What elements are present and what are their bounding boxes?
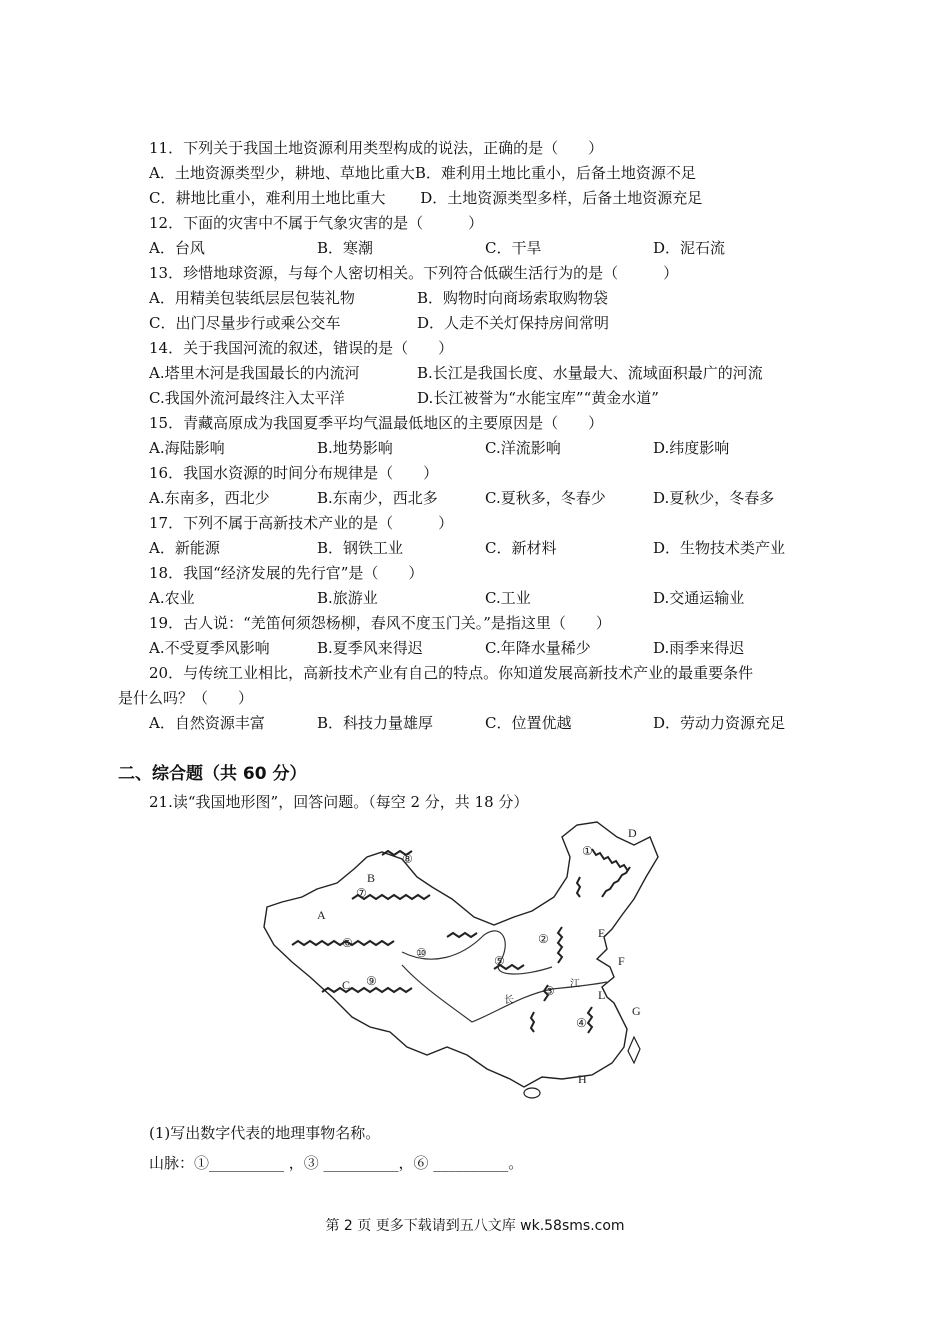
map-label-d: D: [628, 826, 637, 840]
question-15-options: [118, 436, 838, 461]
map-number-9: ⑨: [366, 974, 377, 988]
map-number-8: ⑧: [402, 852, 413, 866]
question-14-stem: 14．关于我国河流的叙述，错误的是（ ）: [149, 339, 454, 357]
map-number-2: ②: [538, 932, 549, 946]
option-a: A．自然资源丰富: [149, 714, 265, 732]
option-a: A．新能源: [149, 539, 220, 557]
china-terrain-map: [262, 817, 662, 1099]
option-a: A.不受夏季风影响: [149, 639, 270, 657]
question-19-options: [118, 636, 838, 661]
question-17-options: [118, 536, 838, 561]
option-d: D.长江被誉为“水能宝库”“黄金水道”: [417, 389, 659, 407]
question-21-sub2: 山脉：①__________ ，③ __________，⑥ __________。: [149, 1154, 524, 1172]
mountain-mark: [447, 933, 477, 937]
option-c: C.工业: [485, 589, 531, 607]
question-21-stem: 21.读“我国地形图”，回答问题。（每空 2 分，共 18 分）: [149, 793, 529, 811]
option-b: B.地势影响: [317, 439, 393, 457]
option-d: D．泥石流: [653, 239, 726, 257]
option-c: C．出门尽量步行或乘公交车: [149, 314, 341, 332]
taiwan-island: [628, 1037, 640, 1063]
question-20-options: [118, 711, 838, 736]
option-b: B.旅游业: [317, 589, 378, 607]
mountain-mark: [322, 988, 412, 992]
option-d: D．劳动力资源充足: [653, 714, 786, 732]
option-c: C．新材料: [485, 539, 557, 557]
option-a: A．台风: [149, 239, 205, 257]
mountain-mark: [588, 1007, 592, 1033]
option-b: B.夏季风来得迟: [317, 639, 423, 657]
section-title: 二、综合题（共 60 分）: [118, 764, 307, 784]
mountain-mark: [592, 849, 628, 871]
question-11-stem: 11．下列关于我国土地资源利用类型构成的说法，正确的是（ ）: [149, 139, 604, 157]
option-d: D.交通运输业: [653, 589, 745, 607]
map-label-c: C: [342, 978, 351, 992]
map-label-l: L: [598, 988, 606, 1002]
question-12-options: [118, 236, 838, 261]
option-d: D.纬度影响: [653, 439, 730, 457]
option-c: C.年降水量稀少: [485, 639, 591, 657]
question-11-option-ab: A．土地资源类型少，耕地、草地比重大B．难利用土地比重小，后备土地资源不足: [149, 164, 696, 182]
question-18-stem: 18．我国“经济发展的先行官”是（ ）: [149, 564, 424, 582]
map-label-b: B: [367, 871, 376, 885]
question-list: [118, 136, 838, 736]
option-c: C．位置优越: [485, 714, 572, 732]
map-number-6: ⑥: [342, 936, 353, 950]
option-c: C.我国外流河最终注入太平洋: [149, 389, 345, 407]
mountain-mark: [577, 877, 580, 897]
map-label-g: G: [632, 1004, 641, 1018]
page-footer: 第 2 页 更多下载请到五八文库 wk.58sms.com: [325, 1218, 625, 1234]
option-b: B.东南少，西北多: [317, 489, 438, 507]
question-12-stem: 12．下面的灾害中不属于气象灾害的是（ ）: [149, 214, 484, 232]
question-13-options-ab: [118, 286, 838, 311]
option-d: D．人走不关灯保持房间常明: [417, 314, 610, 332]
map-number-10: ⑩: [416, 946, 427, 960]
question-13-options-cd: [118, 311, 838, 336]
map-number-5: ⑤: [494, 954, 505, 968]
option-a: A.塔里木河是我国最长的内流河: [149, 364, 360, 382]
mountain-mark: [531, 1012, 534, 1032]
question-14-options-cd: [118, 386, 838, 411]
map-label-f: F: [618, 954, 625, 968]
question-11-option-cd: C．耕地比重小，难利用土地比重大 D．土地资源类型多样，后备土地资源充足: [149, 189, 703, 207]
option-a: A．用精美包装纸层层包装礼物: [149, 289, 355, 307]
map-number-4: ④: [576, 1016, 587, 1030]
question-21-sub1: (1)写出数字代表的地理事物名称。: [149, 1124, 381, 1142]
option-b: B．寒潮: [317, 239, 374, 257]
question-19-stem: 19．古人说：“羌笛何须怨杨柳，春风不度玉门关。”是指这里（ ）: [149, 614, 611, 632]
option-b: B．购物时向商场索取购物袋: [417, 289, 609, 307]
question-13-stem: 13．珍惜地球资源，与每个人密切相关。下列符合低碳生活行为的是（ ）: [149, 264, 679, 282]
option-a: A.农业: [149, 589, 195, 607]
option-d: D.雨季来得迟: [653, 639, 745, 657]
option-c: C.夏秋多，冬春少: [485, 489, 606, 507]
map-river-char-jiang: 江: [570, 979, 580, 990]
map-label-h: H: [578, 1072, 587, 1086]
question-14-options-ab: [118, 361, 838, 386]
yangtze-river: [402, 965, 607, 1022]
option-a: A.东南多，西北少: [149, 489, 270, 507]
map-river-char-chang: 长: [504, 995, 514, 1006]
map-number-1: ①: [582, 844, 593, 858]
question-15-stem: 15．青藏高原成为我国夏季平均气温最低地区的主要原因是（ ）: [149, 414, 604, 432]
option-d: D．生物技术类产业: [653, 539, 786, 557]
question-20-stem-cont: 是什么吗？（ ）: [118, 689, 254, 707]
map-label-e: E: [598, 926, 606, 940]
option-a: A.海陆影响: [149, 439, 225, 457]
question-18-options: [118, 586, 838, 611]
option-b: B.长江是我国长度、水量最大、流域面积最广的河流: [417, 364, 763, 382]
option-c: C.洋流影响: [485, 439, 561, 457]
map-number-7: ⑦: [356, 886, 367, 900]
china-outline: [264, 822, 658, 1087]
option-b: B．科技力量雄厚: [317, 714, 434, 732]
question-20-stem: 20．与传统工业相比，高新技术产业有自己的特点。你知道发展高新技术产业的最重要条件: [149, 664, 754, 682]
question-17-stem: 17．下列不属于高新技术产业的是（ ）: [149, 514, 454, 532]
map-number-3: ③: [544, 984, 555, 998]
mountain-mark: [558, 927, 562, 963]
map-label-a: A: [317, 908, 326, 922]
mountain-mark: [602, 867, 630, 897]
hainan-island: [524, 1088, 540, 1098]
option-c: C．干旱: [485, 239, 542, 257]
question-16-stem: 16．我国水资源的时间分布规律是（ ）: [149, 464, 439, 482]
option-d: D.夏秋少，冬春多: [653, 489, 775, 507]
question-16-options: [118, 486, 838, 511]
map-svg: [262, 817, 662, 1099]
option-b: B．钢铁工业: [317, 539, 404, 557]
